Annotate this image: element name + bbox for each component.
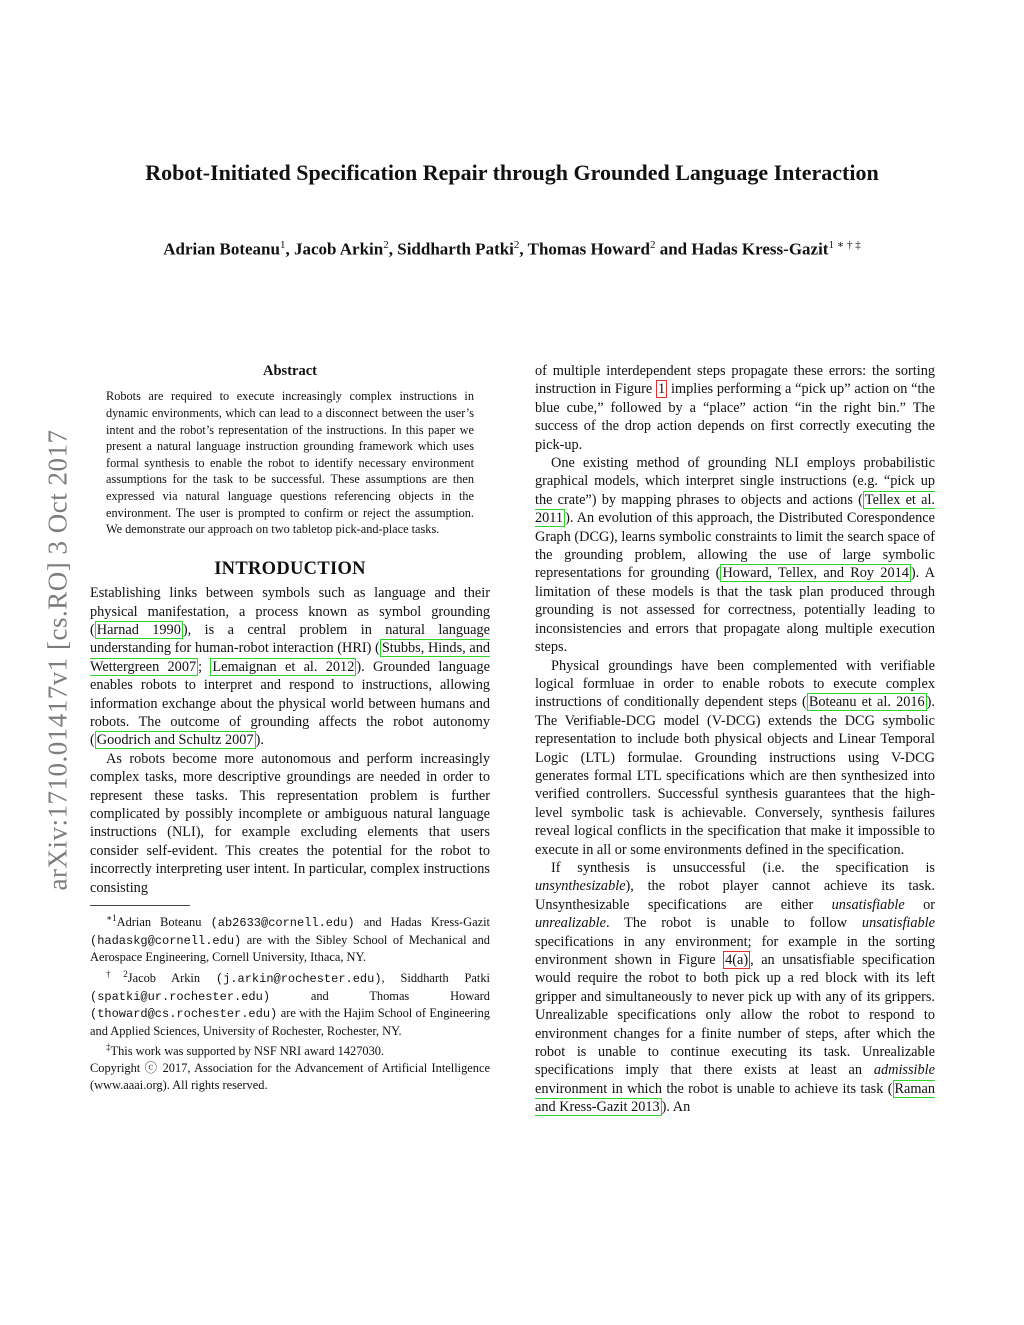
text-run: ; — [198, 658, 211, 675]
author-list — [0, 238, 1024, 260]
text-run: specifications in any environment; for example in the sorting environment shown in Figure — [535, 933, 935, 968]
text-run: . The robot is unable to follow — [605, 915, 862, 932]
separator: , — [285, 239, 294, 259]
text-run: ). The Verifiable-DCG model (V-DCG) extends the DCG symbolic representation to include both physical objects and Linear Temporal Logic (LTL) formulae. Grounding instructions using V-DCG generates formal LTL specifications which are then synthesized into verified controllers. Successful synthesis guarantees that the high-level symbolic task is achievable. Conversely, synthesis failures reveal logical conflicts in the specification that make it impossible to execute in all or some environments defined in the specification. — [535, 694, 936, 858]
citation-link[interactable]: Raman and Kress-Gazit 2013 — [535, 1080, 935, 1116]
text-run: Jacob Arkin — [127, 971, 216, 986]
author-name: Thomas Howard — [527, 239, 650, 259]
text-run: and Hadas Kress-Gazit — [354, 915, 490, 930]
author-affiliation: 1 ∗ † ‡ — [828, 239, 861, 251]
footnote-mark: ∗1 — [106, 913, 117, 924]
citation-link[interactable]: Goodrich and Schultz 2007 — [96, 732, 254, 749]
section-heading-introduction: INTRODUCTION — [214, 558, 366, 579]
right-paragraph-3 — [535, 657, 935, 859]
email-address: (j.arkin@rochester.edu) — [215, 972, 382, 987]
separator: and — [655, 239, 692, 259]
separator: , — [388, 239, 398, 259]
email-address: (hadaskg@cornell.edu) — [90, 933, 242, 948]
author-affiliation: 2 — [649, 239, 656, 251]
author-name: Siddharth Patki — [397, 239, 514, 259]
right-paragraph-1 — [535, 362, 935, 454]
text-run: environment in which the robot is unable to achieve its task ( — [535, 1080, 893, 1097]
text-run: or — [904, 896, 935, 913]
citation-link[interactable]: Boteanu et al. 2016 — [808, 694, 925, 711]
italic-term: unrealizable — [535, 915, 606, 932]
text-run: ). An — [661, 1099, 691, 1116]
text-run: One existing method of grounding NLI employs probabilistic graphical models, which interpret single instructions (e.g. “pick up the crate”) by mapping phrases to objects and actions ( — [535, 455, 935, 508]
italic-term: unsatisfiable — [831, 896, 905, 913]
text-run: This work was supported by NSF NRI award 1427030. — [110, 1044, 385, 1059]
citation-link[interactable]: Tellex et al. 2011 — [535, 491, 935, 527]
author-name: Adrian Boteanu — [163, 239, 280, 259]
arxiv-stamp: arXiv:1710.01417v1 [cs.RO] 3 Oct 2017 — [42, 429, 73, 891]
paper-title: Robot-Initiated Specification Repair through Grounded Language Interaction — [145, 160, 879, 185]
email-address: (ab2633@cornell.edu) — [210, 916, 355, 931]
footnote-mark: ‡ — [106, 1042, 111, 1053]
text-run: and Thomas Howard — [270, 988, 490, 1003]
citation-link[interactable]: Stubbs, Hinds, and Wettergreen 2007 — [90, 640, 490, 675]
text-run: , an unsatisfiable specification would require the robot to both pick up a red block with its left gripper and simultaneously to never pick up with any of its grippers. Unrealizable specifications only allow the robot to respond to environment changes for a finite number of steps, after which the robot is unable to continue executing its task. Unrealizable specifications imply that there exists at least an — [535, 952, 935, 1079]
text-run: Adrian Boteanu — [116, 915, 211, 930]
text-run: Establishing links between symbols such as language and their physical manifestation, a process known as symbol grounding ( — [90, 585, 490, 638]
right-paragraph-4 — [535, 859, 935, 1117]
separator: , — [519, 239, 528, 259]
intro-paragraph-2: As robots become more autonomous and perform increasingly complex tasks, more descriptive groundings are needed in order to represent these tasks. This representation problem is further complicated by possibly incomplete or ambiguous natural language instructions (NLI), for example excluding elements that users consider self-evident. This creates the potential for the robot to incorrectly interpreting user intent. In particular, complex instructions consisting — [90, 750, 490, 896]
text-run: of multiple interdependent steps propagate these errors: the sorting instruction in Figure — [535, 363, 935, 398]
text-run: If synthesis is unsuccessful (i.e. the specification is — [551, 859, 935, 876]
abstract-text: Robots are required to execute increasingly complex instructions in dynamic environments, which can lead to a disconnect between the user’s intent and the robot’s representation of the instructions. In this paper we present a natural language instruction grounding framework which uses formal synthesis to enable the robot to identify necessary environment assumptions for the task to be successful. These assumptions are then expressed via natural language questions referencing objects in the environment. The user is prompted to confirm or reject the assumption. We demonstrate our approach on two tabletop pick-and-place tasks. — [106, 389, 474, 537]
footnote-3 — [90, 1039, 490, 1060]
author-affiliation: 2 — [513, 239, 520, 251]
text-run: ), the robot player cannot achieve its task. Unsynthesizable specifications are either — [535, 878, 935, 913]
intro-paragraph-1 — [90, 584, 490, 750]
text-run: implies performing a “pick up” action on “the blue cube,” followed by a “place” action “in the right bin.” The success of the drop action depends on first correctly executing the pick-up. — [535, 381, 935, 453]
email-address: (thoward@cs.rochester.edu) — [90, 1007, 278, 1022]
text-run: ). A limitation of these models is that the task plan produced through grounding is not assessed for correctness, potentially leading to inconsistencies and errors that propagate along multiple execution steps. — [535, 565, 935, 656]
text-run: are with the Hajim School of Engineering and Applied Sciences, University of Rochester, Rochester, NY. — [90, 1006, 490, 1038]
footnote-1 — [90, 910, 490, 966]
citation-link[interactable]: Howard, Tellex, and Roy 2014 — [722, 565, 909, 582]
citation-link[interactable]: Harnad 1990 — [96, 621, 181, 638]
italic-term: admissible — [873, 1062, 935, 1079]
footnote-mark: †2 — [106, 968, 128, 979]
author-affiliation: 2 — [383, 239, 389, 251]
email-address: (spatki@ur.rochester.edu) — [90, 989, 271, 1004]
citation-link[interactable]: Lemaignan et al. 2012 — [212, 658, 355, 675]
text-run: are with the Sibley School of Mechanical and Aerospace Engineering, Cornell University, Ithaca, NY. — [90, 932, 490, 965]
figure-reference-link[interactable]: 1 — [658, 381, 666, 398]
footnote-2 — [90, 966, 490, 1040]
text-run: Physical groundings have been complemented with verifiable logical formluae in order to enable robots to execute complex instructions of conditionally dependent steps ( — [535, 657, 935, 711]
figure-reference-link[interactable]: 4(a) — [725, 952, 749, 968]
copyright-notice: Copyright ⓒ 2017, Association for the Advancement of Artificial Intelligence (www.aaai.org). All rights reserved. — [90, 1061, 490, 1092]
text-run: ). An evolution of this approach, the Distributed Corespondence Graph (DCG), learns symbolic constraints to limit the search space of the grounding problem, allowing the use of large symbolic representations for grounding ( — [535, 510, 935, 582]
right-paragraph-2 — [535, 454, 935, 656]
abstract-heading: Abstract — [263, 363, 317, 379]
right-column — [535, 362, 935, 1117]
text-run: ). Grounded language enables robots to interpret and respond to instructions, allowing information exchange about the physical world between humans and robots. The outcome of grounding affects the robot autonomy ( — [90, 658, 491, 749]
text-run: ), is a central problem in natural language understanding for human-robot interaction (HRI) ( — [90, 621, 490, 657]
italic-term: unsynthesizable — [535, 878, 626, 895]
footnote-rule — [90, 905, 190, 906]
text-run: ). — [255, 732, 264, 749]
author-affiliation: 1 — [279, 239, 286, 251]
author-name: Hadas Kress-Gazit — [691, 239, 829, 259]
left-column — [90, 362, 490, 1093]
text-run: , Siddharth Patki — [381, 971, 491, 986]
author-name: Jacob Arkin — [293, 239, 384, 259]
italic-term: unsatisfiable — [861, 915, 935, 932]
